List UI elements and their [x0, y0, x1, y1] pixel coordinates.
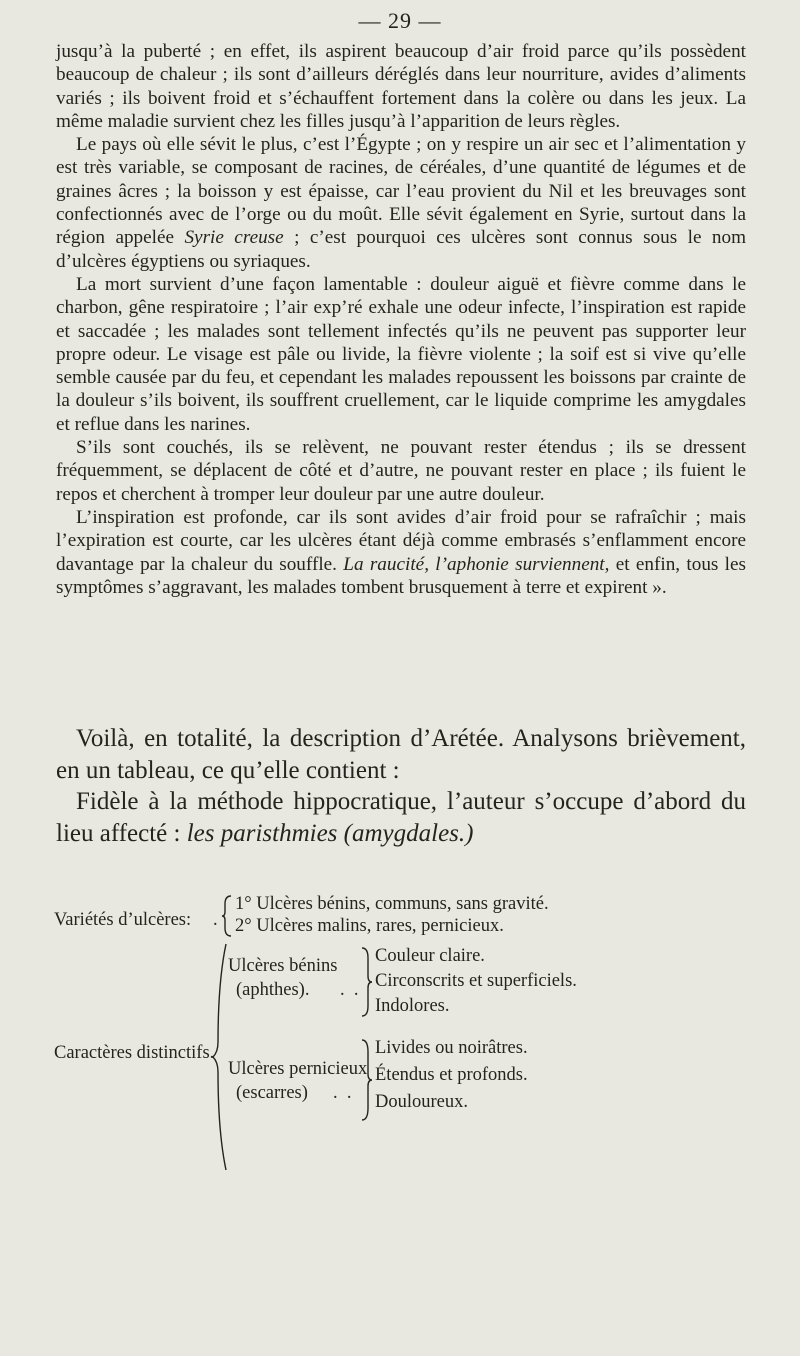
paragraph-3: La mort survient d’une façon lamentable : douleur aiguë et fièvre comme dans le charbon, gêne respiratoire ; l’air exp’ré exhale une odeur infecte, l’inspiration est rapide et saccadée ; les malades sont tellement infectés qu’ils ne peuvent pas supporter leur propre odeur. Le visage est pâle ou livide, la fièvre violente ; la soif est si vive qu’elle semble causée par du feu, et cependant les malades repoussent les boissons par crainte de la douleur s’ils boivent, ils souffrent cruellement, car le liquide comprime les amygdales et reflue dans les narines.: [56, 273, 746, 435]
emphasis-paristhmies: les paristhmies (amygdales.): [186, 819, 474, 847]
caracteres-label: Caractères distinctifs.: [54, 1043, 215, 1063]
variete-1: 1° Ulcères bénins, communs, sans gravité.: [235, 894, 549, 914]
brace-varietes: [220, 894, 234, 938]
benins-label: Ulcères bénins: [228, 956, 338, 976]
paragraph-4: S’ils sont couchés, ils se relèvent, ne pouvant rester étendus ; ils se dressent fréquemment, se déplacent de côté et d’autre, ne pouvant rester en place ; ils fuient le repos et cherchent à tromper leur douleur par une autre douleur.: [56, 437, 746, 505]
summary-paragraph-1: Voilà, en totalité, la description d’Arétée. Analysons brièvement, en un tableau, ce qu’elle contient :: [56, 725, 746, 784]
varietes-label: Variétés d’ulcères:: [54, 910, 192, 930]
emphasis-syrie-creuse: Syrie creuse: [184, 227, 284, 249]
pernicieux-caract-2: Étendus et profonds.: [375, 1065, 528, 1085]
pernicieux-sublabel: (escarres): [236, 1083, 308, 1103]
benins-caract-3: Indolores.: [375, 996, 450, 1016]
brace-caracteres: [210, 942, 230, 1172]
page-number: — 29 —: [358, 8, 442, 33]
body-text: [56, 40, 746, 599]
paragraph-5: L’inspiration est profonde, car ils sont avides d’air froid pour se rafraîchir ; mais l’expiration est courte, car les ulcères étant déjà comme embrasés s’enflamment encore davantage par la chaleur du souffle. La raucité, l’aphonie surviennent, et enfin, tous les symptômes s’aggravant, les malades tombent brusquement à terre et expirent ».: [56, 506, 746, 598]
summary-paragraph-2: Fidèle à la méthode hippocratique, l’auteur s’occupe d’abord du lieu affecté : les paristhmies (amygdales.): [56, 788, 746, 847]
paragraph-2: Le pays où elle sévit le plus, c’est l’Égypte ; on y respire un air sec et l’alimentation y est très variable, se composant de racines, de céréales, d’une quantité de légumes et de graines âcres ; la boisson y est épaisse, car l’eau provient du Nil et les breuvages sont confectionnés avec de l’orge ou du moût. Elle sévit également en Syrie, surtout dans la région appelée Syrie creuse ; c’est pourquoi ces ulcères sont connus sous le nom d’ulcères égyptiens ou syriaques.: [56, 134, 746, 272]
paragraph-1: jusqu’à la puberté ; en effet, ils aspirent beaucoup d’air froid parce qu’ils possèdent beaucoup de chaleur ; ils sont d’ailleurs déréglés dans leur nourriture, avides d’aliments variés ; ils boivent froid et s’échauffent fortement dans la colère ou dans les jeux. La même maladie survient chez les filles jusqu’à l’apparition de leurs règles.: [56, 41, 746, 132]
benins-caract-2: Circonscrits et superficiels.: [375, 971, 577, 991]
brace-benins: [358, 946, 374, 1018]
pernicieux-label: Ulcères pernicieux: [228, 1059, 368, 1079]
summary-table: [50, 890, 770, 1190]
summary-text: [56, 723, 746, 849]
benins-sublabel: (aphthes).: [236, 980, 310, 1000]
emphasis-raucite: La raucité, l’aphonie surviennent: [343, 553, 605, 575]
benins-caract-1: Couleur claire.: [375, 946, 485, 966]
dots: . .: [340, 980, 359, 1000]
dots: . .: [333, 1083, 352, 1103]
brace-pernicieux: [358, 1038, 374, 1122]
pernicieux-caract-3: Douloureux.: [375, 1092, 468, 1112]
dots: .: [213, 910, 218, 930]
variete-2: 2° Ulcères malins, rares, pernicieux.: [235, 916, 504, 936]
pernicieux-caract-1: Livides ou noirâtres.: [375, 1038, 528, 1058]
